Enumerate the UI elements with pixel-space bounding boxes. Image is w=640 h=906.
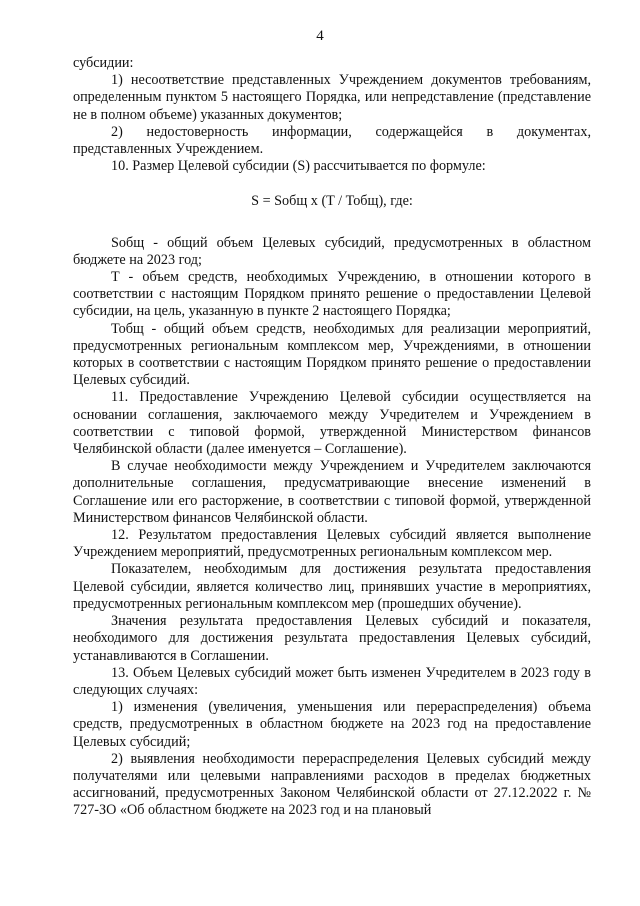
paragraph-subsidy-continuation: субсидии:: [73, 55, 134, 71]
paragraph-item-2: 2) недостоверность информации, содержащейся в документах, представленных Учреждением.: [73, 123, 591, 158]
formula: S = Sобщ x (T / Тобщ), где:: [251, 193, 413, 210]
paragraph-case-1: 1) изменения (увеличения, уменьшения или перераспределения) объема средств, предусмотренных в областном бюджете на 2023 год на предоставление Целевых субсидий;: [73, 699, 591, 750]
document-body: [73, 55, 591, 820]
paragraph-section-10: 10. Размер Целевой субсидии (S) рассчитывается по формуле:: [111, 158, 486, 175]
paragraph-result-values: Значения результата предоставления Целевых субсидий и показателя, необходимого для достижения результата предоставления Целевых субсидий, устанавливаются в Соглашении.: [73, 613, 591, 664]
paragraph-section-13: 13. Объем Целевых субсидий может быть изменен Учредителем в 2023 году в следующих случаях:: [73, 664, 591, 698]
paragraph-sobsh-definition: Sобщ - общий объем Целевых субсидий, предусмотренных в областном бюджете на 2023 год;: [73, 234, 591, 268]
page-number: 4: [316, 28, 324, 44]
paragraph-tobsh-definition: Тобщ - общий объем средств, необходимых для реализации мероприятий, предусмотренных региональным комплексом мер, Учреждениями, в отношении которых в соответствии с настоящим Порядком принято решение о предоставлении Целевых субсидий.: [73, 320, 591, 389]
paragraph-case-2: 2) выявления необходимости перераспределения Целевых субсидий между получателями или целевыми направлениями расходов в пределах бюджетных ассигнований, предусмотренных Законом Челябинской области от 27.12.2022 г. № 727-ЗО «Об областном бюджете на 2023 год и на плановый: [73, 750, 591, 819]
paragraph-indicator: Показателем, необходимым для достижения результата предоставления Целевой субсидии, является количество лиц, принявших участие в мероприятиях, предусмотренных региональным комплексом мер (прошедших обучение).: [73, 561, 591, 612]
paragraph-section-11: 11. Предоставление Учреждению Целевой субсидии осуществляется на основании соглашения, заключаемого между Учредителем и Учреждением в соответствии с типовой формой, утвержденной Министерством финансов Челябинской области (далее именуется – Соглашение).: [73, 389, 591, 458]
paragraph-t-definition: T - объем средств, необходимых Учреждению, в отношении которого в соответствии с настоящим Порядком принято решение о предоставлении Целевой субсидии, на цель, указанную в пункте 2 настоящего Порядка;: [73, 269, 591, 320]
paragraph-item-1: 1) несоответствие представленных Учреждением документов требованиям, определенным пунктом 5 настоящего Порядка, или непредставление (представление не в полном объеме) указанных документов;: [73, 72, 591, 123]
paragraph-additional-agreements: В случае необходимости между Учреждением и Учредителем заключаются дополнительные соглашения, предусматривающие внесение изменений в Соглашение или его расторжение, в соответствии с типовой формой, утвержденной Министерством финансов Челябинской области.: [73, 458, 591, 526]
paragraph-section-12: 12. Результатом предоставления Целевых субсидий является выполнение Учреждением мероприятий, предусмотренных региональным комплексом мер.: [73, 527, 591, 561]
